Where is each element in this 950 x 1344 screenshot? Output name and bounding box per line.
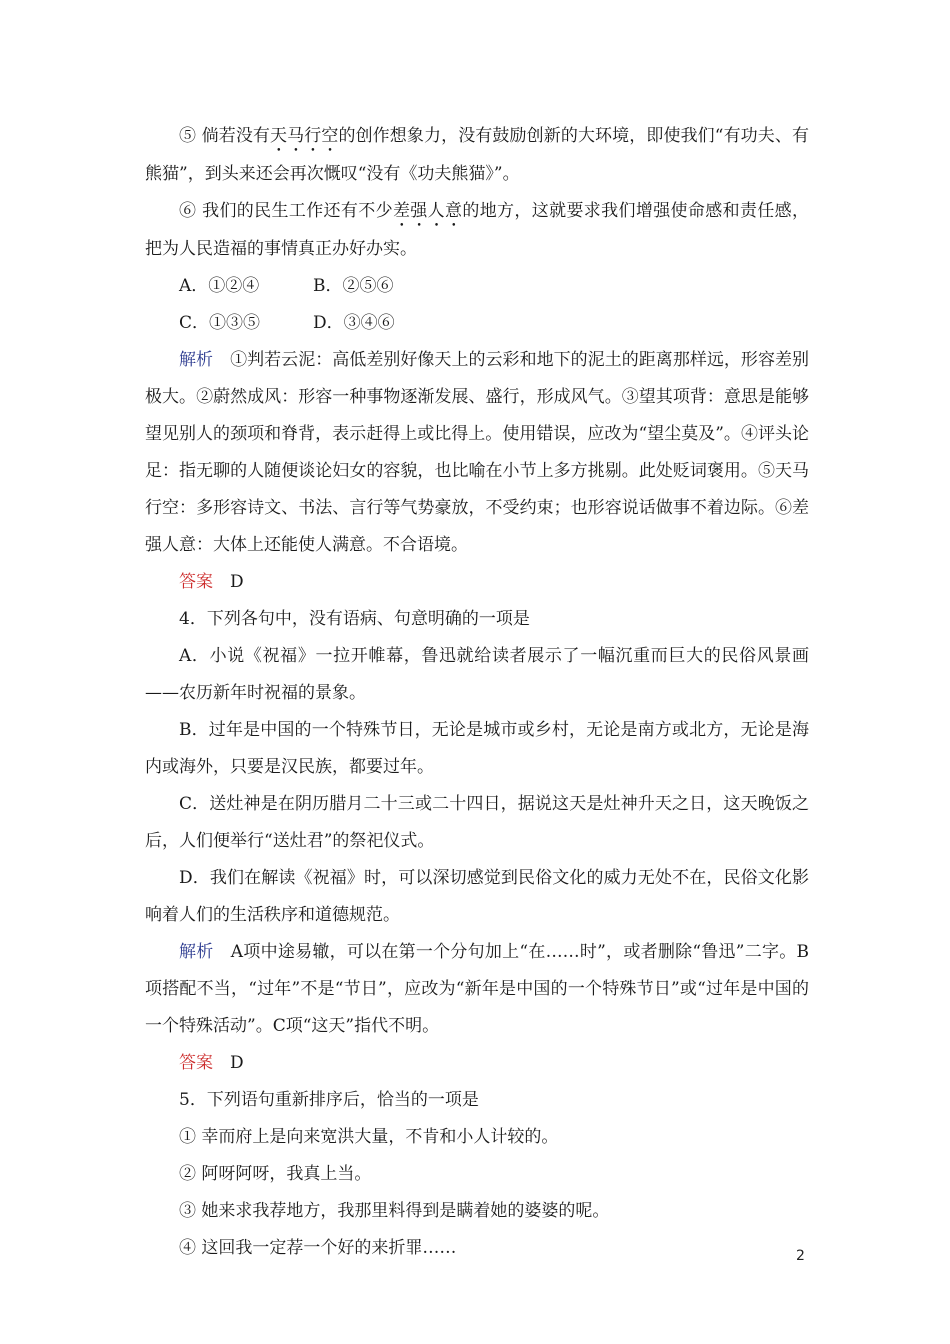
q3-option-b: B．②⑤⑥ bbox=[313, 276, 394, 296]
q4-option-c: C．送灶神是在阴历腊月二十三或二十四日，据说这天是灶神升天之日，这天晚饭之后，人们便举行“送灶君”的祭祀仪式。 bbox=[145, 794, 809, 851]
q4-analysis-text: A项中途易辙，可以在第一个分句加上“在……时”，或者删除“鲁迅”二字。B项搭配不当，“过年”不是“节日”，应改为“新年是中国的一个特殊节日”或“过年是中国的一个特殊活动”。C项“这天”指代不明。 bbox=[145, 942, 809, 1036]
q3-options-row-1 bbox=[145, 268, 809, 305]
q4-answer-label: 答案 bbox=[179, 1053, 213, 1073]
q5-stem: 5．下列语句重新排序后，恰当的一项是 bbox=[179, 1090, 479, 1110]
q3-option-a: A．①②④ bbox=[179, 276, 260, 296]
q3-answer-label: 答案 bbox=[179, 572, 213, 592]
q3-analysis bbox=[145, 342, 809, 564]
item-6-text-b: 的地方，这就要求我们增强使命感和责任感，把为人民造福的事情真正办好办实。 bbox=[145, 201, 810, 259]
page-content bbox=[145, 118, 809, 1267]
q5-line-4: ④ 这回我一定荐一个好的来折罪…… bbox=[179, 1238, 457, 1258]
q4-option-a: A．小说《祝福》一拉开帷幕，鲁迅就给读者展示了一幅沉重而巨大的民俗风景画——农历新年时祝福的景象。 bbox=[145, 646, 809, 703]
q4-option-b: B．过年是中国的一个特殊节日，无论是城市或乡村，无论是南方或北方，无论是海内或海外，只要是汉民族，都要过年。 bbox=[145, 720, 809, 777]
q5-line-2: ② 阿呀阿呀，我真上当。 bbox=[179, 1164, 372, 1184]
item-6-emphasized-idiom: 差强人意 bbox=[392, 201, 463, 221]
q5-line-3: ③ 她来求我荐地方，我那里料得到是瞒着她的婆婆的呢。 bbox=[179, 1201, 610, 1221]
item-6-text-a: ⑥ 我们的民生工作还有不少 bbox=[179, 201, 393, 221]
item-6 bbox=[145, 193, 809, 268]
q3-options-row-2 bbox=[145, 305, 809, 342]
q3-option-c: C．①③⑤ bbox=[179, 313, 261, 333]
q4-answer-value: D bbox=[230, 1053, 244, 1073]
q4-analysis-label: 解析 bbox=[179, 942, 214, 962]
item-5 bbox=[145, 118, 809, 193]
q3-analysis-label: 解析 bbox=[179, 350, 214, 370]
item-5-text-a: ⑤ 倘若没有 bbox=[179, 126, 271, 146]
q4-stem: 4．下列各句中，没有语病、句意明确的一项是 bbox=[179, 609, 530, 629]
page-number: 2 bbox=[796, 1248, 805, 1264]
q3-analysis-text: ①判若云泥：高低差别好像天上的云彩和地下的泥土的距离那样远，形容差别极大。②蔚然成风：形容一种事物逐渐发展、盛行，形成风气。③望其项背：意思是能够望见别人的颈项和脊背，表示赶得上或比得上。使用错误，应改为“望尘莫及”。④评头论足：指无聊的人随便谈论妇女的容貌，也比喻在小节上多方挑剔。此处贬词褒用。⑤天马行空：多形容诗文、书法、言行等气势豪放，不受约束；也形容说话做事不着边际。⑥差强人意：大体上还能使人满意。不合语境。 bbox=[145, 350, 810, 555]
q4-option-d: D．我们在解读《祝福》时，可以深切感觉到民俗文化的威力无处不在，民俗文化影响着人们的生活秩序和道德规范。 bbox=[145, 868, 809, 925]
q3-option-d: D．③④⑥ bbox=[313, 313, 395, 333]
q3-answer-value: D bbox=[230, 572, 244, 592]
item-5-text-b: 的创作想象力，没有鼓励创新的大环境，即使我们“有功夫、有熊猫”，到头来还会再次慨叹“没有《功夫熊猫》”。 bbox=[145, 126, 809, 184]
item-5-emphasized-idiom: 天马行空 bbox=[270, 126, 339, 146]
q3-answer bbox=[145, 564, 809, 601]
q5-line-1: ① 幸而府上是向来宽洪大量，不肯和小人计较的。 bbox=[179, 1127, 559, 1147]
q4-answer bbox=[145, 1045, 809, 1082]
q4-analysis bbox=[145, 934, 809, 1045]
